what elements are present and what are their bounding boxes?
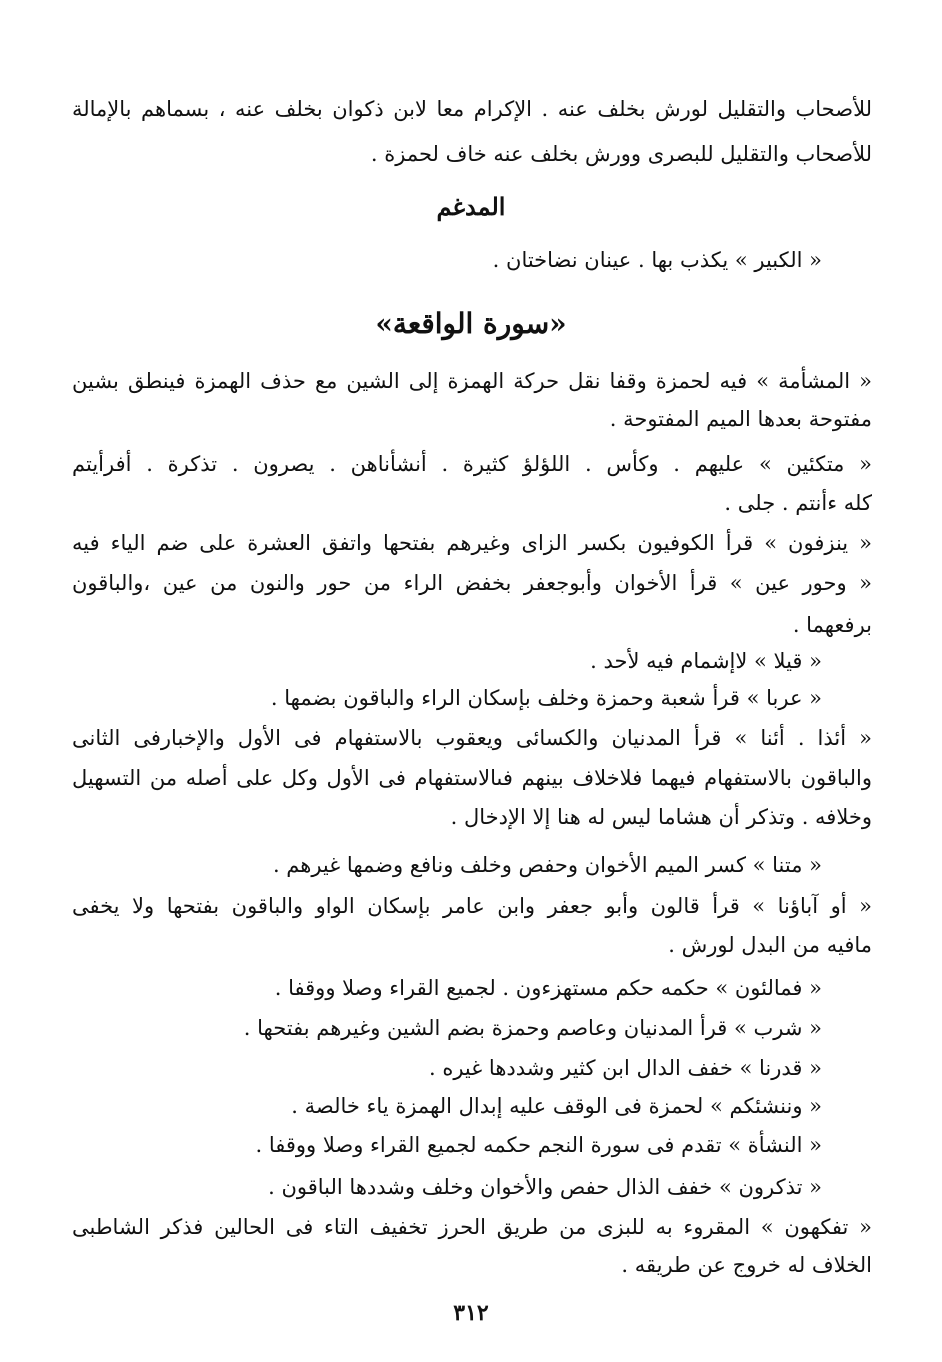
text-line: « عربا » قرأ شعبة وحمزة وخلف بإسكان الراء والباقون بضمها .	[270, 686, 822, 710]
text-line: « قيلا » لاإشمام فيه لأحد .	[590, 649, 822, 673]
text-line: « قدرنا » خفف الدال ابن كثير وشددها غيره .	[428, 1056, 822, 1080]
text-line: كله ءأنتم . جلى .	[724, 491, 872, 515]
text-line: والباقون بالاستفهام فيهما فلاخلاف بينهم فىالاستفهام فى الأول وكل على أصله من التسهيل	[72, 766, 872, 790]
idgham-line: « الكبير » يكذب بها . عينان نضاختان .	[492, 248, 822, 272]
text-line: « شرب » قرأ المدنيان وعاصم وحمزة بضم الشين وغيرهم بفتحها .	[243, 1016, 822, 1040]
text-line: الخلاف له خروج عن طريقه .	[621, 1253, 872, 1277]
text-line: « تذكرون » خفف الذال حفص والأخوان وخلف وشددها الباقون .	[268, 1175, 822, 1199]
text-line: « أئذا . أئنا » قرأ المدنيان والكسائى ويعقوب بالاستفهام فى الأول والإخبارفى الثانى	[72, 726, 872, 750]
text-line: « تفكهون » المقروء به للبزى من طريق الحرز تخفيف التاء فى الحالين فذكر الشاطبى	[72, 1215, 872, 1239]
intro-line-2: للأصحاب والتقليل للبصرى وورش بخلف عنه خاف لحمزة .	[370, 142, 872, 166]
text-line: « فمالئون » حكمه حكم مستهزءون . لجميع القراء وصلا ووقفا .	[274, 976, 822, 1000]
text-line: وخلافه . وتذكر أن هشاما ليس له هنا إلا الإدخال .	[450, 805, 872, 829]
text-line: « النشأة » تقدم فى سورة النجم حكمه لجميع القراء وصلا ووقفا .	[255, 1133, 822, 1157]
text-line: « متنا » كسر الميم الأخوان وحفص وخلف ونافع وضمها غيرهم .	[272, 853, 822, 877]
text-line: « ينزفون » قرأ الكوفيون بكسر الزاى وغيرهم بفتحها واتفق العشرة على ضم الياء فيه	[72, 531, 872, 555]
text-line: برفعهما .	[792, 613, 872, 637]
idgham-heading: المدغم	[436, 192, 506, 221]
surah-title: «سورة الواقعة»	[375, 307, 567, 340]
text-line: « وحور عين » قرأ الأخوان وأبوجعفر بخفض الراء من حور والنون من عين ،والباقون	[72, 571, 872, 595]
text-line: « متكئين » عليهم . وكأس . اللؤلؤ كثيرة . أنشأناهن . يصرون . تذكرة . أفرأيتم	[72, 452, 872, 476]
page-number: ٣١٢	[453, 1300, 489, 1326]
text-line: مافيه من البدل لورش .	[668, 933, 872, 957]
text-line: « أو آباؤنا » قرأ قالون وأبو جعفر وابن عامر بإسكان الواو والباقون بفتحها ولا يخفى	[72, 894, 872, 918]
text-line: « المشأمة » فيه لحمزة وقفا نقل حركة الهمزة إلى الشين مع حذف الهمزة فينطق بشين	[72, 369, 872, 393]
text-line: مفتوحة بعدها الميم المفتوحة .	[609, 407, 872, 431]
text-line: « وننشئكم » لحمزة فى الوقف عليه إبدال الهمزة ياء خالصة .	[291, 1094, 822, 1118]
intro-line-1: للأصحاب والتقليل لورش بخلف عنه . الإكرام معا لابن ذكوان بخلف عنه ، بسماهم بالإمالة	[72, 97, 872, 121]
